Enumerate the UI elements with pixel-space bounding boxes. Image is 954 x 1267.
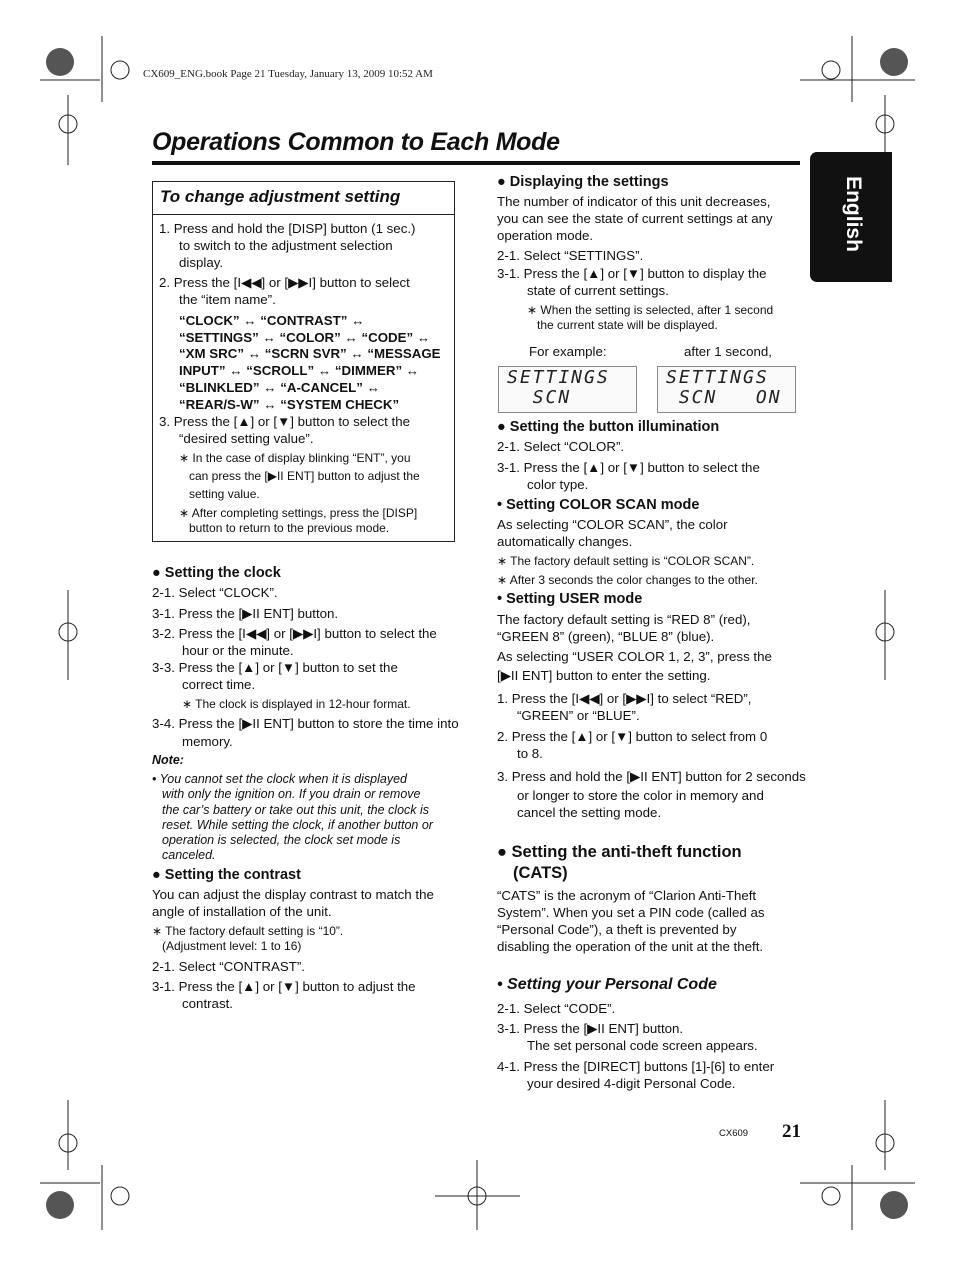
box-line: “desired setting value”. <box>179 431 314 446</box>
box-note: can press the [▶II ENT] button to adjust the <box>189 469 420 483</box>
box-note: setting value. <box>189 487 260 501</box>
model-label: CX609 <box>719 1128 749 1139</box>
illum-line: automatically changes. <box>497 534 633 549</box>
illum-heading: ● Setting the button illumination <box>497 419 720 435</box>
display-note: the current state will be displayed. <box>537 318 718 332</box>
contrast-note: ∗ The factory default setting is “10”. <box>152 924 344 938</box>
illum-line: cancel the setting mode. <box>517 805 662 820</box>
adjustment-box-title: To change adjustment setting <box>153 182 454 215</box>
cats-line: “Personal Code”), a theft is prevented by <box>497 922 737 937</box>
illum-subheading: • Setting COLOR SCAN mode <box>497 497 700 513</box>
contrast-line: angle of installation of the unit. <box>152 904 332 919</box>
box-line: “SETTINGS” ↔ “COLOR” ↔ “CODE” ↔ <box>179 330 431 345</box>
illum-line: 2-1. Select “COLOR”. <box>497 439 625 454</box>
illum-line: “GREEN 8” (green), “BLUE 8” (blue). <box>497 629 715 644</box>
display-line: 2-1. Select “SETTINGS”. <box>497 248 644 263</box>
contrast-line: 2-1. Select “CONTRAST”. <box>152 959 305 974</box>
illum-line: “GREEN” or “BLUE”. <box>517 708 640 723</box>
note-line: • You cannot set the clock when it is displayed <box>152 772 407 786</box>
box-line: “CLOCK” ↔ “CONTRAST” ↔ <box>179 313 365 328</box>
box-line: 2. Press the [I◀◀] or [▶▶I] button to select <box>159 275 410 290</box>
contrast-note: (Adjustment level: 1 to 16) <box>162 939 302 953</box>
note-heading: Note: <box>152 753 184 767</box>
display-line: 3-1. Press the [▲] or [▼] button to display the <box>497 266 767 281</box>
illum-line: As selecting “COLOR SCAN”, the color <box>497 517 728 532</box>
display-line: operation mode. <box>497 228 594 243</box>
cats-line: 4-1. Press the [DIRECT] buttons [1]-[6] to enter <box>497 1059 775 1074</box>
illum-note: ∗ The factory default setting is “COLOR SCAN”. <box>497 554 755 568</box>
contrast-line: contrast. <box>182 996 233 1011</box>
box-note: ∗ After completing settings, press the [DISP] <box>179 506 418 520</box>
illum-line: [▶II ENT] button to enter the setting. <box>497 668 711 683</box>
box-line: 1. Press and hold the [DISP] button (1 sec.) <box>159 221 416 236</box>
clock-line: 3-2. Press the [I◀◀] or [▶▶I] button to select the <box>152 626 437 641</box>
box-line: INPUT” ↔ “SCROLL” ↔ “DIMMER” ↔ <box>179 363 420 378</box>
clock-line: 3-3. Press the [▲] or [▼] button to set the <box>152 660 398 675</box>
box-line: the “item name”. <box>179 292 276 307</box>
illum-subheading: • Setting USER mode <box>497 591 643 607</box>
lcd-line: SCN <box>507 387 623 408</box>
contrast-line: You can adjust the display contrast to match the <box>152 887 434 902</box>
clock-note: ∗ The clock is displayed in 12-hour format. <box>182 697 411 711</box>
illum-line: As selecting “USER COLOR 1, 2, 3”, press the <box>497 649 772 664</box>
illum-line: color type. <box>527 477 589 492</box>
display-line: you can see the state of current settings at any <box>497 211 773 226</box>
display-note: ∗ When the setting is selected, after 1 second <box>527 303 774 317</box>
cats-line: your desired 4-digit Personal Code. <box>527 1076 736 1091</box>
clock-line: memory. <box>182 734 233 749</box>
cats-line: 3-1. Press the [▶II ENT] button. <box>497 1021 684 1036</box>
display-line: state of current settings. <box>527 283 669 298</box>
cats-line: 2-1. Select “CODE”. <box>497 1001 616 1016</box>
cats-line: disabling the operation of the unit at the theft. <box>497 939 764 954</box>
box-note: ∗ In the case of display blinking “ENT”, you <box>179 451 411 465</box>
clock-line: 3-1. Press the [▶II ENT] button. <box>152 606 339 621</box>
box-note: button to return to the previous mode. <box>189 521 390 535</box>
illum-line: to 8. <box>517 746 543 761</box>
contrast-heading: ● Setting the contrast <box>152 867 301 883</box>
cats-line: System”. When you set a PIN code (called as <box>497 905 765 920</box>
cats-heading: (CATS) <box>513 864 568 882</box>
clock-line: correct time. <box>182 677 256 692</box>
display-heading: ● Displaying the settings <box>497 174 669 190</box>
lcd-display <box>657 366 796 413</box>
box-line: to switch to the adjustment selection <box>179 238 393 253</box>
illum-note: ∗ After 3 seconds the color changes to the other. <box>497 573 758 587</box>
language-tab <box>810 152 892 282</box>
illum-line: 1. Press the [I◀◀] or [▶▶I] to select “RED”, <box>497 691 752 706</box>
clock-line: 2-1. Select “CLOCK”. <box>152 585 278 600</box>
box-line: display. <box>179 255 224 270</box>
cats-heading: ● Setting the anti-theft function <box>497 843 742 861</box>
note-line: operation is selected, the clock set mode is <box>162 833 401 847</box>
note-line: with only the ignition on. If you drain or remove <box>162 787 421 801</box>
language-tab-label: English <box>842 176 865 252</box>
box-line: “REAR/S-W” ↔ “SYSTEM CHECK” <box>179 397 400 412</box>
box-line: “XM SRC” ↔ “SCRN SVR” ↔ “MESSAGE <box>179 346 441 361</box>
clock-heading: ● Setting the clock <box>152 565 281 581</box>
example-label: after 1 second, <box>684 344 772 359</box>
clock-line: hour or the minute. <box>182 643 294 658</box>
lcd-display <box>498 366 637 413</box>
contrast-line: 3-1. Press the [▲] or [▼] button to adjust the <box>152 979 416 994</box>
file-header: CX609_ENG.book Page 21 Tuesday, January 13, 2009 10:52 AM <box>143 68 433 80</box>
title-rule <box>152 161 800 165</box>
illum-line: 3-1. Press the [▲] or [▼] button to select the <box>497 460 760 475</box>
illum-line: 3. Press and hold the [▶II ENT] button for 2 seconds <box>497 769 806 784</box>
example-label: For example: <box>529 344 607 359</box>
page-title: Operations Common to Each Mode <box>152 128 560 156</box>
note-line: reset. While setting the clock, if another button or <box>162 818 433 832</box>
lcd-line: SETTINGS <box>666 367 769 388</box>
note-line: the car’s battery or take out this unit, the clock is <box>162 803 430 817</box>
clock-line: 3-4. Press the [▶II ENT] button to store the time into <box>152 716 459 731</box>
illum-line: The factory default setting is “RED 8” (red), <box>497 612 751 627</box>
cats-subheading: • Setting your Personal Code <box>497 976 717 993</box>
display-line: The number of indicator of this unit decreases, <box>497 194 771 209</box>
box-line: 3. Press the [▲] or [▼] button to select the <box>159 414 411 429</box>
illum-line: 2. Press the [▲] or [▼] button to select from 0 <box>497 729 768 744</box>
box-line: “BLINKLED” ↔ “A-CANCEL” ↔ <box>179 380 380 395</box>
cats-line: The set personal code screen appears. <box>527 1038 758 1053</box>
note-line: canceled. <box>162 848 216 862</box>
illum-line: or longer to store the color in memory and <box>517 788 764 803</box>
cats-line: “CATS” is the acronym of “Clarion Anti-Theft <box>497 888 757 903</box>
lcd-line: SCN ON <box>666 387 782 408</box>
page-number: 21 <box>782 1121 801 1142</box>
adjustment-box <box>152 181 455 542</box>
lcd-line: SETTINGS <box>507 367 610 388</box>
